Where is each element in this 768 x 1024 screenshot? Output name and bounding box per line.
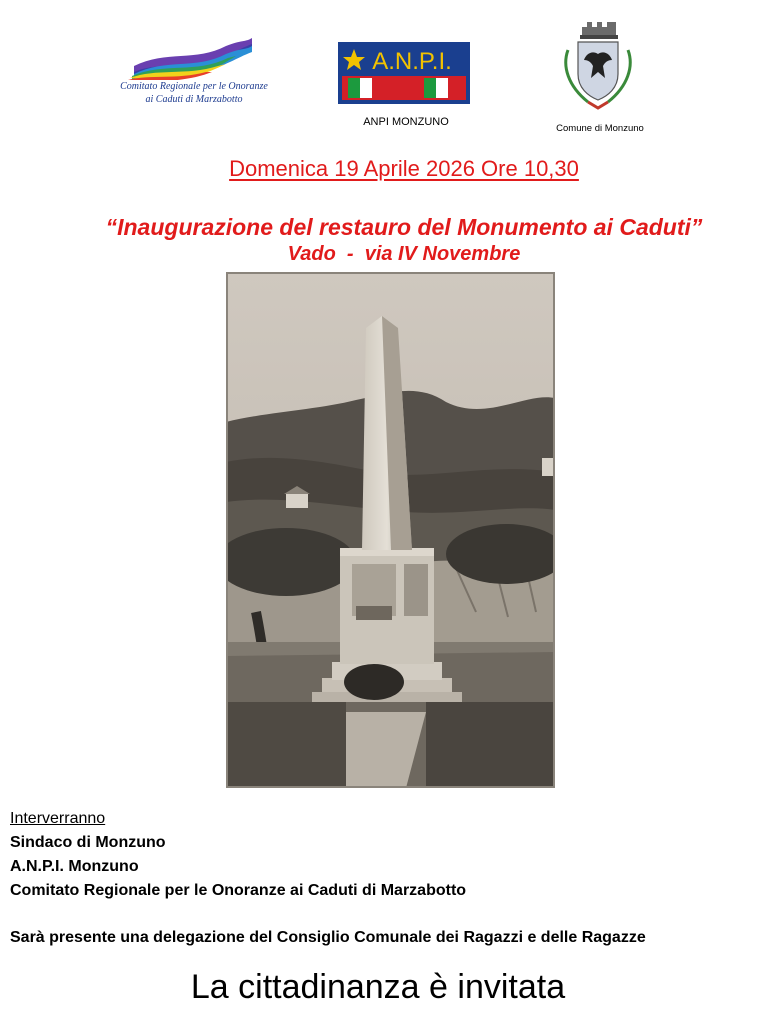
anpi-caption: ANPI MONZUNO (363, 116, 449, 128)
comune-caption: Comune di Monzuno (556, 123, 644, 134)
event-title: “Inaugurazione del restauro del Monumento ai Caduti” (105, 214, 703, 240)
comune-coat-of-arms (558, 20, 638, 116)
comitato-caption (106, 80, 282, 106)
anpi-logo (338, 42, 470, 104)
speakers-heading: Interverranno (10, 810, 106, 827)
anpi-wordmark: A.N.P.I. (372, 48, 452, 75)
speaker-item: Comitato Regionale per le Onoranze ai Caduti di Marzabotto (10, 882, 467, 899)
comitato-caption-line1: Comitato Regionale per le Onoranze (120, 81, 268, 92)
event-date-line: Domenica 19 Aprile 2026 Ore 10,30 (229, 156, 579, 181)
speaker-item: Sindaco di Monzuno (10, 834, 166, 851)
monument-photo (226, 272, 555, 788)
event-place: Vado - via IV Novembre (287, 243, 521, 265)
speaker-item: A.N.P.I. Monzuno (10, 858, 139, 875)
rainbow-flag-icon (106, 36, 282, 80)
comitato-logo (106, 36, 282, 116)
eagle-crest-icon (558, 20, 638, 116)
comitato-caption-line2: ai Caduti di Marzabotto (145, 94, 243, 105)
invitation-line: La cittadinanza è invitata (190, 968, 566, 1006)
delegation-note: Sarà presente una delegazione del Consiglio Comunale dei Ragazzi e delle Ragazze (10, 929, 646, 946)
